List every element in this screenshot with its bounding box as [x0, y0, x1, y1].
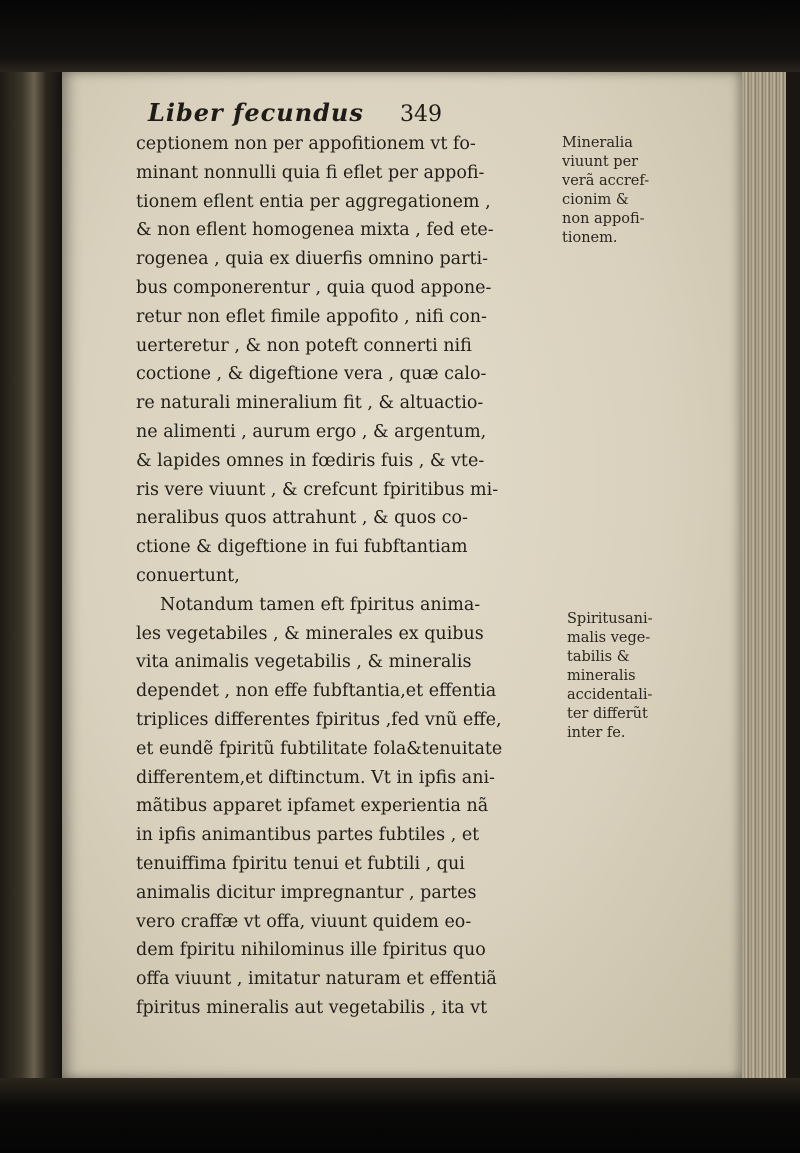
text-line: dem fpiritu nihilominus ille fpiritus quo: [136, 940, 486, 961]
text-line: minant nonnulli quia fi eflet per appofi-: [136, 162, 485, 183]
text-line: differentem,et diftinctum. Vt in ipfis ani-: [136, 767, 495, 788]
margin-note-line: viuunt per: [562, 154, 639, 170]
text-line: bus componerentur , quia quod appone-: [136, 277, 492, 298]
text-line: coctione , & digeftione vera , quæ calo-: [136, 364, 487, 385]
text-line: fpiritus mineralis aut vegetabilis , ita vt: [136, 997, 488, 1018]
text-line: & lapides omnes in fœdiris fuis , & vte-: [136, 450, 485, 471]
running-header: [148, 98, 528, 130]
margin-note-spiritus: [567, 610, 687, 743]
margin-note-line: cionim &: [562, 192, 629, 208]
paragraph-start-line: Notandum tamen eft fpiritus anima-: [160, 594, 481, 615]
text-line: et eundẽ fpiritũ fubtilitate fola&tenuitate: [136, 738, 503, 759]
text-line: tionem eflent entia per aggregationem ,: [136, 191, 491, 212]
margin-note-line: inter fe.: [567, 725, 626, 741]
margin-note-line: verã accref-: [562, 173, 650, 189]
text-line: tenuiffima fpiritu tenui et fubtili , qui: [136, 853, 465, 874]
text-line: rogenea , quia ex diuerfis omnino parti-: [136, 249, 488, 270]
text-line: ctione & digeftione in fui fubftantiam: [136, 537, 468, 558]
text-line: uerteretur , & non poteft connerti nifi: [136, 335, 472, 356]
left-gutter: [0, 0, 62, 1153]
text-line: animalis dicitur impregnantur , partes: [136, 882, 477, 903]
margin-note-line: accidentali-: [567, 687, 653, 703]
text-line: ne alimenti , aurum ergo , & argentum,: [136, 421, 487, 442]
bottom-shadow: [0, 1078, 800, 1153]
text-line: & non eflent homogenea mixta , fed ete-: [136, 220, 494, 241]
text-line: dependet , non effe fubftantia,et effentia: [136, 681, 497, 702]
margin-note-line: ter differũt: [567, 706, 648, 722]
text-line: mãtibus apparet ipfamet experientia nã: [136, 796, 489, 817]
text-line: les vegetabiles , & minerales ex quibus: [136, 623, 484, 644]
text-line: retur non eflet fimile appofito , nifi con-: [136, 306, 487, 327]
margin-note-line: mineralis: [567, 668, 636, 684]
text-line: neralibus quos attrahunt , & quos co-: [136, 508, 468, 529]
text-line: in ipfis animantibus partes fubtiles , et: [136, 825, 480, 846]
text-line: vero craffæ vt offa, viuunt quidem eo-: [136, 911, 472, 932]
top-shadow: [0, 0, 800, 72]
margin-note-line: Spiritusani-: [567, 611, 653, 627]
text-line: triplices differentes fpiritus ,fed vnũ effe,: [136, 709, 502, 730]
margin-note-mineralia: [562, 134, 682, 248]
text-line: vita animalis vegetabilis , & mineralis: [136, 652, 472, 673]
text-line: ceptionem non per appofitionem vt fo-: [136, 134, 476, 154]
margin-note-line: tionem.: [562, 230, 618, 246]
margin-note-line: non appofi-: [562, 211, 645, 227]
page-number: 349: [400, 102, 442, 127]
main-text-block: [136, 130, 546, 1023]
margin-note-line: Mineralia: [562, 135, 633, 151]
book-section-title: Liber fecundus: [148, 98, 364, 127]
right-shadow: [786, 0, 800, 1153]
text-line: re naturali mineralium fit , & altuactio-: [136, 393, 484, 414]
text-line: offa viuunt , imitatur naturam et effentiã: [136, 969, 497, 990]
text-line: ris vere viuunt , & crefcunt fpiritibus mi-: [136, 479, 499, 500]
margin-note-line: malis vege-: [567, 630, 651, 646]
margin-note-line: tabilis &: [567, 649, 630, 665]
text-line: conuertunt,: [136, 565, 240, 586]
